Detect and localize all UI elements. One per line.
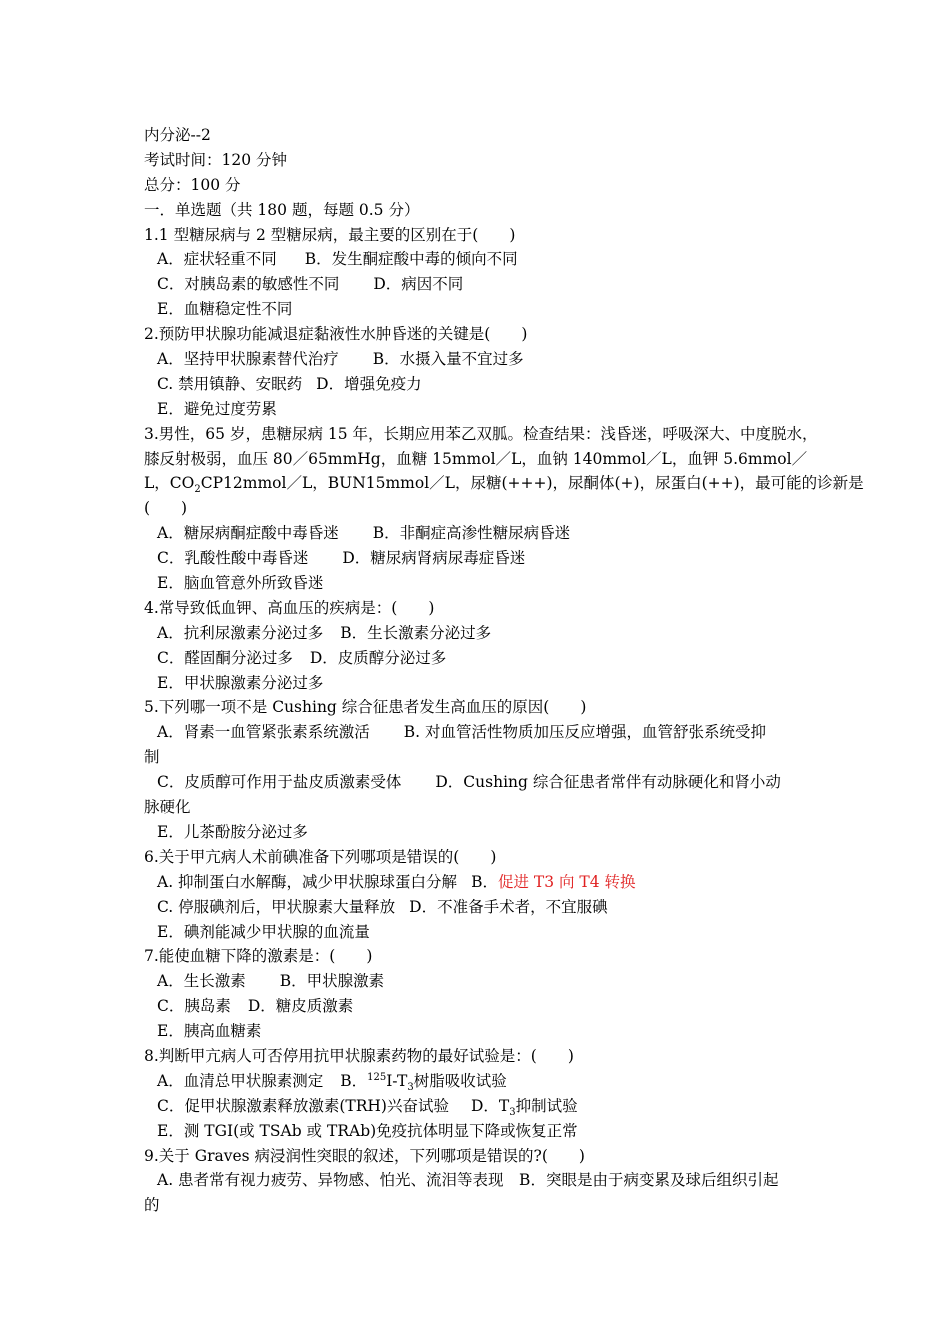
question-stem-line: 膝反射极弱，血压 80／65mmHg，血糖 15mmol／L，血钠 140mmol／L，血钾 5.6mmol／ — [144, 449, 808, 468]
option-row — [144, 397, 810, 422]
option-e[interactable]: E．甲状腺激素分泌过多 — [157, 673, 324, 692]
exam-total-score: 总分：100 分 — [144, 175, 241, 194]
question-stem: 5.下列哪一项不是 Cushing 综合征患者发生高血压的原因( ) — [144, 698, 587, 717]
option-e[interactable]: E．避免过度劳累 — [157, 399, 277, 418]
question-stem-line: L，$CO_2CP12mmol/L$，BUN15mmol／L，尿糖(+++)，尿酮体(+)，尿蛋白(++)，最可能的诊新是 — [144, 474, 864, 496]
option-a[interactable]: A．糖尿病酮症酸中毒昏迷 — [157, 524, 339, 543]
option-row — [144, 621, 810, 646]
option-e[interactable]: E．测 TGI(或 TSAb 或 TRAb)免疫抗体明显下降或恢复正常 — [157, 1121, 578, 1140]
option-c[interactable]: C．乳酸性酸中毒昏迷 — [157, 549, 309, 568]
option-e[interactable]: E．碘剂能减少甲状腺的血流量 — [157, 922, 370, 941]
option-d[interactable]: D．皮质醇分泌过多 — [309, 648, 447, 667]
option-d[interactable]: D．不准备手术者，不宜服碘 — [409, 897, 608, 916]
option-c[interactable]: C. 停服碘剂后，甲状腺素大量释放 — [157, 897, 396, 916]
option-row — [144, 770, 810, 795]
option-d[interactable]: D．糖尿病肾病尿毒症昏迷 — [342, 549, 526, 568]
exam-time: 考试时间：120 分钟 — [144, 150, 288, 169]
option-row — [144, 646, 810, 671]
option-c[interactable]: C．胰岛素 — [157, 997, 231, 1016]
option-row — [144, 297, 810, 322]
exam-content — [144, 123, 864, 1218]
option-row — [144, 372, 810, 397]
option-row — [144, 1094, 810, 1119]
option-row[interactable]: A. 患者常有视力疲劳、异物感、怕光、流泪等表现 B．突眼是由于病变累及球后组织引起 — [157, 1171, 779, 1190]
option-row — [144, 671, 810, 696]
option-d[interactable]: D．Cushing 综合征患者常伴有动脉硬化和肾小动 — [435, 773, 781, 792]
question-stem: 8.判断甲亢病人可否停用抗甲状腺素药物的最好试验是：( ) — [144, 1046, 574, 1065]
option-a[interactable]: A．血清总甲状腺素测定 — [157, 1071, 324, 1090]
exam-title: 内分泌--2 — [144, 126, 211, 144]
question-stem-line: ( ) — [144, 499, 188, 518]
question-stem: 4.常导致低血钾、高血压的疾病是：( ) — [144, 598, 435, 617]
option-row — [144, 1069, 810, 1094]
question-stem: 9.关于 Graves 病浸润性突眼的叙述，下列哪项是错误的?( ) — [144, 1146, 585, 1165]
option-d[interactable]: D．$T_3$抑制试验 — [470, 1096, 578, 1118]
option-b[interactable]: B．水摄入量不宜过多 — [372, 350, 524, 369]
question-stem-line: 3.男性，65 岁，患糖尿病 15 年，长期应用苯乙双胍。检查结果：浅昏迷，呼吸深大、中度脱水， — [144, 424, 818, 443]
option-b[interactable]: B．非酮症高渗性糖尿病昏迷 — [372, 524, 571, 543]
option-a[interactable]: A．肾素一血管紧张素系统激活 — [157, 723, 370, 742]
option-row — [144, 546, 810, 571]
option-c[interactable]: C. 禁用镇静、安眠药 — [157, 374, 303, 393]
option-e[interactable]: E．脑血管意外所致昏迷 — [157, 574, 324, 593]
option-d[interactable]: D．增强免疫力 — [316, 374, 422, 393]
option-e[interactable]: E．血糖稳定性不同 — [157, 300, 293, 319]
option-row — [144, 247, 810, 272]
question-stem: 1.1 型糖尿病与 2 型糖尿病，最主要的区别在于( ) — [144, 225, 516, 244]
option-row — [144, 347, 810, 372]
option-a[interactable]: A．抗利尿激素分泌过多 — [157, 623, 324, 642]
question-stem: 7.能使血糖下降的激素是：( ) — [144, 947, 373, 966]
option-c[interactable]: C．皮质醇可作用于盐皮质激素受体 — [157, 773, 402, 792]
option-b[interactable]: B．甲状腺激素 — [279, 972, 385, 991]
option-continuation: 制 — [144, 748, 160, 767]
option-b[interactable]: B．生长激素分泌过多 — [340, 623, 492, 642]
option-e[interactable]: E．儿茶酚胺分泌过多 — [157, 822, 308, 841]
option-d[interactable]: D．病因不同 — [373, 275, 464, 294]
option-d[interactable]: D．糖皮质激素 — [247, 997, 354, 1016]
option-a[interactable]: A．生长激素 — [157, 972, 246, 991]
option-row — [144, 870, 810, 895]
question-stem: 2.预防甲状腺功能减退症黏液性水肿昏迷的关键是( ) — [144, 325, 528, 344]
option-row — [144, 969, 810, 994]
option-row — [144, 521, 810, 546]
section-heading: 一．单选题（共 180 题，每题 0.5 分） — [144, 200, 420, 219]
question-stem: 6.关于甲亢病人术前碘准备下列哪项是错误的( ) — [144, 847, 497, 866]
option-row — [144, 895, 810, 920]
option-a[interactable]: A. 抑制蛋白水解酶，减少甲状腺球蛋白分解 — [157, 872, 458, 891]
option-c[interactable]: C．促甲状腺激素释放激素(TRH)兴奋试验 — [157, 1096, 449, 1115]
option-a[interactable]: A．坚持甲状腺素替代治疗 — [157, 350, 339, 369]
option-b[interactable]: B．发生酮症酸中毒的倾向不同 — [304, 250, 518, 269]
option-b[interactable]: B．促进 T3 向 T4 转换 — [471, 872, 636, 891]
option-e[interactable]: E．胰高血糖素 — [157, 1022, 262, 1041]
option-continuation: 的 — [144, 1196, 160, 1215]
option-row — [144, 272, 810, 297]
option-row — [144, 1119, 810, 1144]
option-row — [144, 994, 810, 1019]
highlighted-answer: 促进 T3 向 T4 转换 — [497, 872, 636, 891]
option-b[interactable]: B．$^{125}I-T_3$树脂吸收试验 — [340, 1071, 507, 1093]
option-row — [144, 1019, 810, 1044]
option-a[interactable]: A．症状轻重不同 — [157, 250, 277, 269]
option-c[interactable]: C．醛固酮分泌过多 — [157, 648, 293, 667]
option-c[interactable]: C．对胰岛素的敏感性不同 — [157, 275, 340, 294]
option-row — [144, 920, 810, 945]
option-b[interactable]: B. 对血管活性物质加压反应增强，血管舒张系统受抑 — [403, 723, 766, 742]
option-row — [144, 720, 810, 745]
option-row — [144, 820, 810, 845]
option-continuation: 脉硬化 — [144, 798, 191, 817]
option-row — [144, 571, 810, 596]
